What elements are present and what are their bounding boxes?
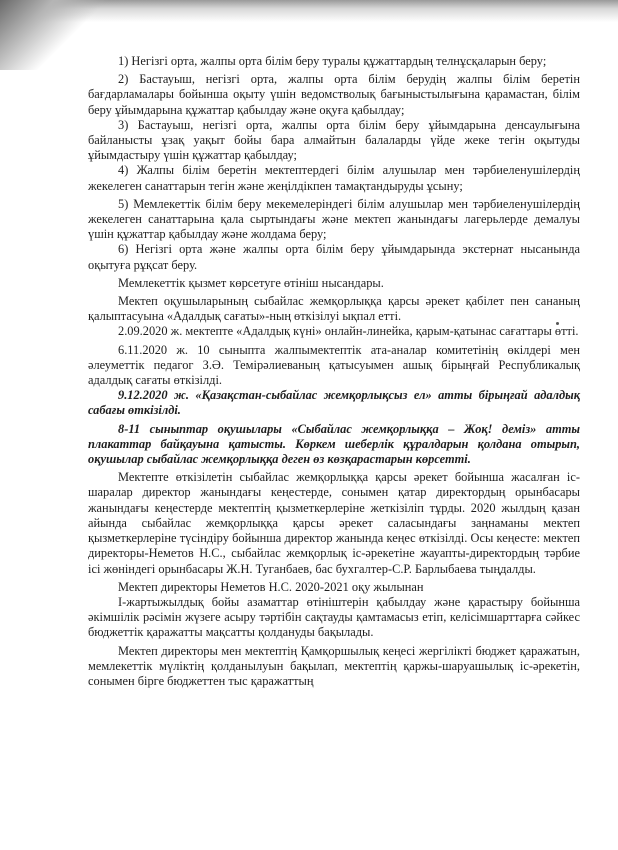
paragraph-2: 2) Бастауыш, негізгі орта, жалпы орта білім берудің жалпы білім беретін бағдарламалары бойынша оқыту үшін ведомстволық бағыныстылығына қарамастан, білім беру ұйымдарына құжаттар қабылдау және оқуға қабылдау;	[88, 72, 580, 117]
paragraph-8: Мектеп оқушыларының сыбайлас жемқорлыққа қарсы әрекет қабілет пен сананың қалыптасуына «Адалдық сағаты»-ның өткізілуі ықпал етті.	[88, 294, 580, 324]
paragraph-11-bold: 9.12.2020 ж. «Қазақстан-сыбайлас жемқорлықсыз ел» атты бірыңғай адалдық сабағы өткізілді.	[88, 388, 580, 418]
paragraph-1: 1) Негізгі орта, жалпы орта білім беру туралы құжаттардың телнұсқаларын беру;	[118, 54, 547, 68]
paragraph-16: Мектеп директоры мен мектептің Қамқоршылық кеңесі жергілікті бюджет қаражатын, мемлекеттік мүліктің қолданылуын бақылап, мектептің қаржы-шаруашылық іс-әрекетін, сонымен бірге бюджеттен тыс қаражаттың	[88, 643, 580, 688]
paragraph-9: 2.09.2020 ж. мектепте «Адалдық күні» онлайн-линейка, қарым-қатынас сағаттары өтті.	[118, 324, 579, 339]
paragraph-12-bold: 8-11 сыныптар оқушылары «Сыбайлас жемқорлыққа – Жоқ! деміз» атты плакаттар байқауына қатысты. Көркем шеберлік құралдарын қолдана отырып, оқушылар сыбайлас жемқорлыққа деген өз көзқарастарын көрсетті.	[88, 421, 580, 467]
paragraph-7: Мемлекеттік қызмет көрсетуге өтініш нысандары.	[118, 275, 384, 290]
paragraph-10: 6.11.2020 ж. 10 сыныпта жалпымектептік ата-аналар комитетінің өкілдері мен әлеуметтік педагог З.Ә. Темірәлиеваның қатысуымен ашық бірыңғай Республикалық адалдық сағаты өткізілді.	[88, 342, 580, 388]
paragraph-13: Мектепте өткізілетін сыбайлас жемқорлыққа қарсы әрекет бойынша жасалған іс-шаралар директор жанындағы кеңестерде, сонымен қатар директордың орынбасары жанындағы кеңестерде мектептің қызметкерлеріне жеткізіліп тұрды. 2020 жылдың қазан айында сыбайлас жемқорлыққа қарсы әрекет саласындағы заңнаманы мектеп қызметкерлеріне түсіндіру бойынша директор жанында кеңес өткізілді. Осы кеңесте: мектеп директоры-Неметов Н.С., сыбайлас жемқорлық іс-әрекетіне жауапты-директордың тәрбие ісі жөніндегі орынбасары Ж.Н. Туганбаев, бас бухгалтер-С.Р. Барлыбаева тыңдалды.	[88, 470, 580, 576]
paragraph-4: 4) Жалпы білім беретін мектептердегі білім алушылар мен тәрбиеленушілердің жекелеген санаттарын тегін және жеңілдікпен тамақтандыруды ұсыну;	[88, 163, 580, 193]
paragraph-6: 6) Негізгі орта және жалпы орта білім беру ұйымдарында экстернат нысанында оқытуға рұқсат беру.	[88, 242, 580, 272]
paragraph-5: 5) Мемлекеттік білім беру мекемелеріндегі білім алушылар мен тәрбиеленушілердің жекелеген санаттарына қала сыртындағы және мектеп жанындағы лагерьлерде демалуы үшін құжаттар қабылдау және жолдама беру;	[88, 196, 580, 242]
paragraph-3: 3) Бастауыш, негізгі орта, жалпы орта білім беру ұйымдарына денсаулығына байланысты ұзақ уақыт бойы бара алмайтын балаларды үйде жеке тегін оқытуды ұйымдастыру үшін құжаттар қабылдау;	[88, 117, 580, 163]
paragraph-14: Мектеп директоры Неметов Н.С. 2020-2021 оқу жылынан	[118, 579, 424, 594]
paragraph-15: І-жартыжылдық бойы азаматтар өтініштерін қабылдау және қарастыру бойынша әкімшілік рәсімін жүзеге асыру тәртібін сақтауды қамтамасыз етіп, келісімшарттарға сәйкес бюджеттік қаражатты мақсатты қолдануды бақылады.	[88, 594, 580, 640]
document-page	[88, 54, 580, 689]
